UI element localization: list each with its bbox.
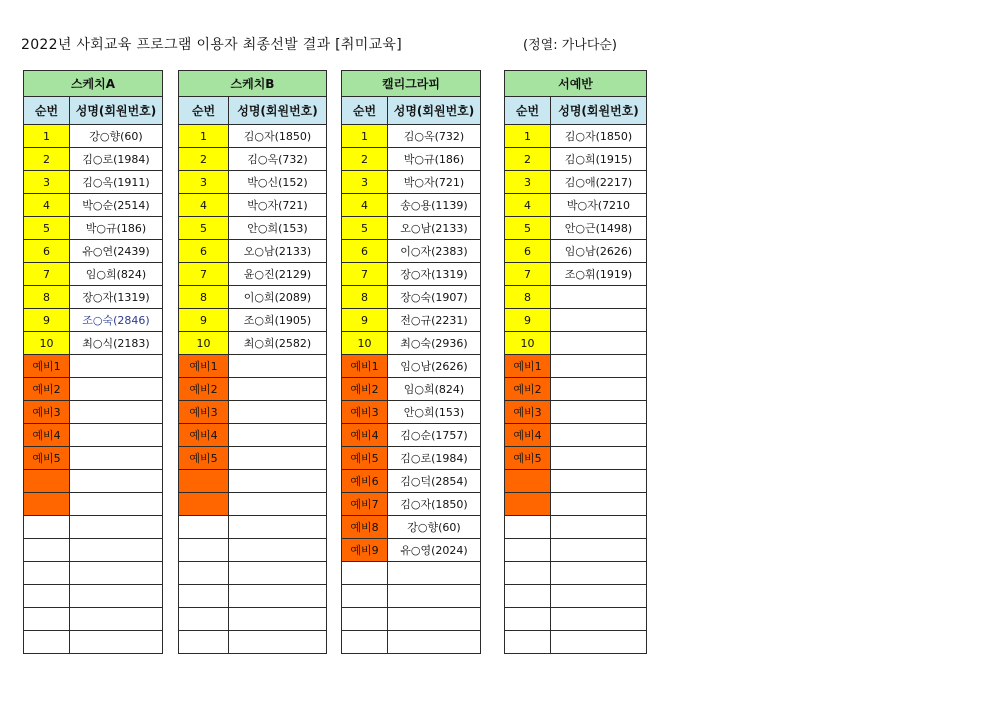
table-row	[24, 493, 163, 516]
table-row	[505, 355, 647, 378]
member-name: 장○자(1319)	[388, 263, 481, 286]
member-name: 안○근(1498)	[551, 217, 647, 240]
member-name: 박○신(152)	[229, 171, 327, 194]
row-number: 9	[179, 309, 229, 332]
row-number: 3	[179, 171, 229, 194]
table-row	[342, 631, 481, 654]
table-row	[179, 217, 327, 240]
row-number: 예비3	[179, 401, 229, 424]
member-name	[551, 286, 647, 309]
row-number: 3	[342, 171, 388, 194]
table-row	[342, 470, 481, 493]
member-name: 김○덕(2854)	[388, 470, 481, 493]
member-name: 강○향(60)	[388, 516, 481, 539]
row-number: 8	[342, 286, 388, 309]
table-row	[179, 539, 327, 562]
row-number	[179, 539, 229, 562]
table-row	[505, 286, 647, 309]
row-number: 7	[24, 263, 70, 286]
row-number	[342, 585, 388, 608]
table-row	[179, 286, 327, 309]
table-row	[342, 493, 481, 516]
row-number: 4	[342, 194, 388, 217]
table-row	[179, 447, 327, 470]
row-number	[179, 516, 229, 539]
table-row	[24, 286, 163, 309]
row-number: 7	[342, 263, 388, 286]
member-name	[229, 424, 327, 447]
table-row	[24, 217, 163, 240]
member-name: 임○희(824)	[388, 378, 481, 401]
table-row	[24, 263, 163, 286]
member-name	[70, 562, 163, 585]
member-name	[388, 608, 481, 631]
table-row	[179, 585, 327, 608]
table-row	[179, 355, 327, 378]
table-row	[24, 401, 163, 424]
table-row	[505, 562, 647, 585]
table-row	[505, 539, 647, 562]
row-number	[505, 539, 551, 562]
table-row	[505, 631, 647, 654]
table-row	[179, 608, 327, 631]
column-header-name: 성명(회원번호)	[388, 97, 481, 125]
row-number	[179, 631, 229, 654]
table-row	[505, 401, 647, 424]
row-number: 예비2	[342, 378, 388, 401]
row-number: 8	[24, 286, 70, 309]
table-row	[24, 447, 163, 470]
row-number: 예비3	[505, 401, 551, 424]
table-row	[179, 631, 327, 654]
member-name: 임○남(2626)	[551, 240, 647, 263]
row-number	[179, 470, 229, 493]
row-number	[179, 493, 229, 516]
table-row	[179, 562, 327, 585]
group-name: 서예반	[505, 71, 647, 97]
member-name: 최○희(2582)	[229, 332, 327, 355]
table-row	[505, 585, 647, 608]
member-name: 김○자(1850)	[229, 125, 327, 148]
table-row	[24, 240, 163, 263]
table-row	[24, 470, 163, 493]
row-number: 9	[505, 309, 551, 332]
row-number: 예비1	[179, 355, 229, 378]
row-number: 1	[342, 125, 388, 148]
row-number: 1	[179, 125, 229, 148]
row-number: 10	[24, 332, 70, 355]
member-name	[70, 424, 163, 447]
row-number: 예비2	[24, 378, 70, 401]
member-name: 박○규(186)	[70, 217, 163, 240]
row-number: 10	[179, 332, 229, 355]
member-name: 조○희(1905)	[229, 309, 327, 332]
table-row	[24, 332, 163, 355]
member-name: 이○희(2089)	[229, 286, 327, 309]
column-header-no: 순번	[505, 97, 551, 125]
table-row	[179, 148, 327, 171]
table-row	[505, 309, 647, 332]
member-name: 최○숙(2936)	[388, 332, 481, 355]
row-number: 3	[24, 171, 70, 194]
row-number: 9	[24, 309, 70, 332]
table-row	[342, 148, 481, 171]
row-number: 예비8	[342, 516, 388, 539]
member-name: 조○숙(2846)	[70, 309, 163, 332]
row-number	[24, 493, 70, 516]
member-name: 김○자(1850)	[388, 493, 481, 516]
row-number: 4	[505, 194, 551, 217]
member-name	[551, 470, 647, 493]
table-row	[24, 631, 163, 654]
table-row	[342, 585, 481, 608]
table-row	[505, 217, 647, 240]
member-name	[70, 539, 163, 562]
row-number: 4	[179, 194, 229, 217]
row-number: 9	[342, 309, 388, 332]
member-name	[551, 378, 647, 401]
row-number: 3	[505, 171, 551, 194]
member-name	[551, 493, 647, 516]
sort-note: (정열: 가나다순)	[523, 38, 618, 53]
row-number	[179, 585, 229, 608]
table-row	[342, 217, 481, 240]
table-row	[342, 194, 481, 217]
member-name	[551, 608, 647, 631]
row-number	[505, 516, 551, 539]
table-row	[179, 171, 327, 194]
row-number: 예비4	[505, 424, 551, 447]
table-row	[505, 240, 647, 263]
member-name	[229, 470, 327, 493]
table-row	[342, 263, 481, 286]
row-number: 예비1	[342, 355, 388, 378]
table-row	[179, 378, 327, 401]
row-number: 2	[342, 148, 388, 171]
table-row	[505, 493, 647, 516]
member-name	[229, 493, 327, 516]
member-name: 강○향(60)	[70, 125, 163, 148]
member-name: 장○숙(1907)	[388, 286, 481, 309]
column-header-no: 순번	[342, 97, 388, 125]
table-row	[24, 516, 163, 539]
row-number: 5	[179, 217, 229, 240]
member-name: 임○희(824)	[70, 263, 163, 286]
row-number	[179, 608, 229, 631]
row-number: 5	[505, 217, 551, 240]
column-header-no: 순번	[179, 97, 229, 125]
row-number: 예비3	[24, 401, 70, 424]
group-name: 스케치B	[179, 71, 327, 97]
member-name	[551, 332, 647, 355]
row-number	[24, 585, 70, 608]
member-name	[70, 447, 163, 470]
row-number: 7	[505, 263, 551, 286]
row-number: 6	[179, 240, 229, 263]
member-name: 최○식(2183)	[70, 332, 163, 355]
table-row	[342, 332, 481, 355]
column-header-name: 성명(회원번호)	[70, 97, 163, 125]
row-number	[505, 585, 551, 608]
table-row	[505, 125, 647, 148]
table-row	[505, 332, 647, 355]
member-name	[70, 631, 163, 654]
table-row	[24, 125, 163, 148]
table-row	[505, 171, 647, 194]
member-name	[70, 516, 163, 539]
member-name	[229, 447, 327, 470]
member-name: 김○옥(1911)	[70, 171, 163, 194]
row-number: 5	[342, 217, 388, 240]
row-number: 예비1	[505, 355, 551, 378]
member-name: 김○로(1984)	[70, 148, 163, 171]
row-number: 8	[505, 286, 551, 309]
member-name	[229, 608, 327, 631]
group-table	[341, 70, 481, 654]
row-number	[505, 631, 551, 654]
member-name	[551, 539, 647, 562]
table-row	[179, 516, 327, 539]
row-number: 예비7	[342, 493, 388, 516]
member-name	[229, 355, 327, 378]
row-number	[505, 493, 551, 516]
table-row	[342, 539, 481, 562]
member-name: 김○자(1850)	[551, 125, 647, 148]
member-name: 김○옥(732)	[388, 125, 481, 148]
table-row	[505, 424, 647, 447]
table-row	[179, 125, 327, 148]
row-number	[179, 562, 229, 585]
member-name: 김○로(1984)	[388, 447, 481, 470]
row-number: 7	[179, 263, 229, 286]
row-number: 예비4	[179, 424, 229, 447]
member-name: 김○희(1915)	[551, 148, 647, 171]
member-name: 박○규(186)	[388, 148, 481, 171]
group-name: 스케치A	[24, 71, 163, 97]
table-row	[342, 424, 481, 447]
member-name: 박○순(2514)	[70, 194, 163, 217]
member-name: 윤○진(2129)	[229, 263, 327, 286]
member-name: 박○자(7210	[551, 194, 647, 217]
member-name	[551, 516, 647, 539]
group-name: 캘리그라피	[342, 71, 481, 97]
row-number: 6	[505, 240, 551, 263]
member-name	[551, 447, 647, 470]
member-name: 박○자(721)	[229, 194, 327, 217]
member-name: 김○옥(732)	[229, 148, 327, 171]
table-row	[505, 447, 647, 470]
member-name	[229, 585, 327, 608]
row-number	[342, 562, 388, 585]
member-name	[229, 378, 327, 401]
table-row	[179, 401, 327, 424]
member-name: 오○남(2133)	[229, 240, 327, 263]
row-number: 예비3	[342, 401, 388, 424]
table-row	[342, 516, 481, 539]
table-row	[342, 171, 481, 194]
row-number: 예비9	[342, 539, 388, 562]
table-row	[179, 332, 327, 355]
table-row	[24, 148, 163, 171]
row-number	[505, 470, 551, 493]
member-name: 장○자(1319)	[70, 286, 163, 309]
table-row	[24, 424, 163, 447]
table-row	[342, 401, 481, 424]
column-header-name: 성명(회원번호)	[229, 97, 327, 125]
member-name: 박○자(721)	[388, 171, 481, 194]
table-row	[342, 125, 481, 148]
member-name	[551, 401, 647, 424]
row-number	[24, 539, 70, 562]
row-number: 예비1	[24, 355, 70, 378]
table-row	[179, 470, 327, 493]
table-row	[179, 194, 327, 217]
member-name: 김○애(2217)	[551, 171, 647, 194]
row-number: 8	[179, 286, 229, 309]
member-name: 송○용(1139)	[388, 194, 481, 217]
group-table	[23, 70, 163, 654]
row-number: 예비2	[505, 378, 551, 401]
table-row	[505, 378, 647, 401]
row-number	[505, 608, 551, 631]
table-row	[342, 286, 481, 309]
table-row	[24, 171, 163, 194]
member-name	[551, 309, 647, 332]
row-number	[342, 631, 388, 654]
member-name	[70, 585, 163, 608]
member-name	[551, 355, 647, 378]
table-row	[505, 263, 647, 286]
table-row	[24, 194, 163, 217]
row-number: 2	[179, 148, 229, 171]
group-table	[178, 70, 327, 654]
member-name: 전○규(2231)	[388, 309, 481, 332]
row-number: 예비5	[179, 447, 229, 470]
row-number: 예비5	[505, 447, 551, 470]
table-row	[342, 447, 481, 470]
member-name	[388, 585, 481, 608]
table-row	[24, 539, 163, 562]
row-number	[24, 516, 70, 539]
member-name	[229, 401, 327, 424]
member-name	[229, 631, 327, 654]
table-row	[505, 148, 647, 171]
member-name	[388, 631, 481, 654]
table-row	[179, 240, 327, 263]
member-name	[388, 562, 481, 585]
table-row	[505, 516, 647, 539]
member-name: 안○희(153)	[388, 401, 481, 424]
member-name	[551, 424, 647, 447]
row-number: 예비4	[342, 424, 388, 447]
table-row	[342, 562, 481, 585]
member-name	[229, 516, 327, 539]
member-name	[70, 470, 163, 493]
table-row	[342, 355, 481, 378]
member-name	[229, 562, 327, 585]
table-row	[24, 562, 163, 585]
row-number: 6	[342, 240, 388, 263]
table-row	[179, 493, 327, 516]
row-number	[24, 562, 70, 585]
row-number: 2	[505, 148, 551, 171]
member-name	[70, 608, 163, 631]
member-name: 유○영(2024)	[388, 539, 481, 562]
table-row	[24, 355, 163, 378]
row-number: 1	[505, 125, 551, 148]
column-header-no: 순번	[24, 97, 70, 125]
row-number	[505, 562, 551, 585]
table-row	[179, 309, 327, 332]
document-title: 2022년 사회교육 프로그램 이용자 최종선발 결과 [취미교육]	[21, 37, 402, 53]
row-number	[24, 470, 70, 493]
row-number: 5	[24, 217, 70, 240]
row-number: 1	[24, 125, 70, 148]
member-name: 오○남(2133)	[388, 217, 481, 240]
table-row	[342, 378, 481, 401]
table-row	[179, 263, 327, 286]
row-number	[24, 631, 70, 654]
row-number: 예비4	[24, 424, 70, 447]
table-row	[342, 240, 481, 263]
table-row	[505, 470, 647, 493]
row-number: 4	[24, 194, 70, 217]
member-name	[70, 401, 163, 424]
table-row	[342, 608, 481, 631]
row-number: 예비5	[24, 447, 70, 470]
member-name	[70, 378, 163, 401]
row-number: 10	[505, 332, 551, 355]
row-number: 예비5	[342, 447, 388, 470]
row-number: 2	[24, 148, 70, 171]
member-name	[551, 585, 647, 608]
member-name	[551, 562, 647, 585]
row-number: 예비6	[342, 470, 388, 493]
member-name: 이○자(2383)	[388, 240, 481, 263]
column-header-name: 성명(회원번호)	[551, 97, 647, 125]
row-number: 예비2	[179, 378, 229, 401]
table-row	[342, 309, 481, 332]
row-number	[342, 608, 388, 631]
table-row	[505, 194, 647, 217]
member-name	[551, 631, 647, 654]
row-number	[24, 608, 70, 631]
row-number: 6	[24, 240, 70, 263]
table-row	[179, 424, 327, 447]
member-name: 김○순(1757)	[388, 424, 481, 447]
member-name	[70, 355, 163, 378]
table-row	[24, 309, 163, 332]
member-name	[229, 539, 327, 562]
table-row	[24, 608, 163, 631]
table-row	[505, 608, 647, 631]
member-name	[70, 493, 163, 516]
member-name: 조○휘(1919)	[551, 263, 647, 286]
group-table	[504, 70, 647, 654]
member-name: 임○남(2626)	[388, 355, 481, 378]
table-row	[24, 378, 163, 401]
row-number: 10	[342, 332, 388, 355]
member-name: 유○연(2439)	[70, 240, 163, 263]
table-row	[24, 585, 163, 608]
member-name: 안○희(153)	[229, 217, 327, 240]
